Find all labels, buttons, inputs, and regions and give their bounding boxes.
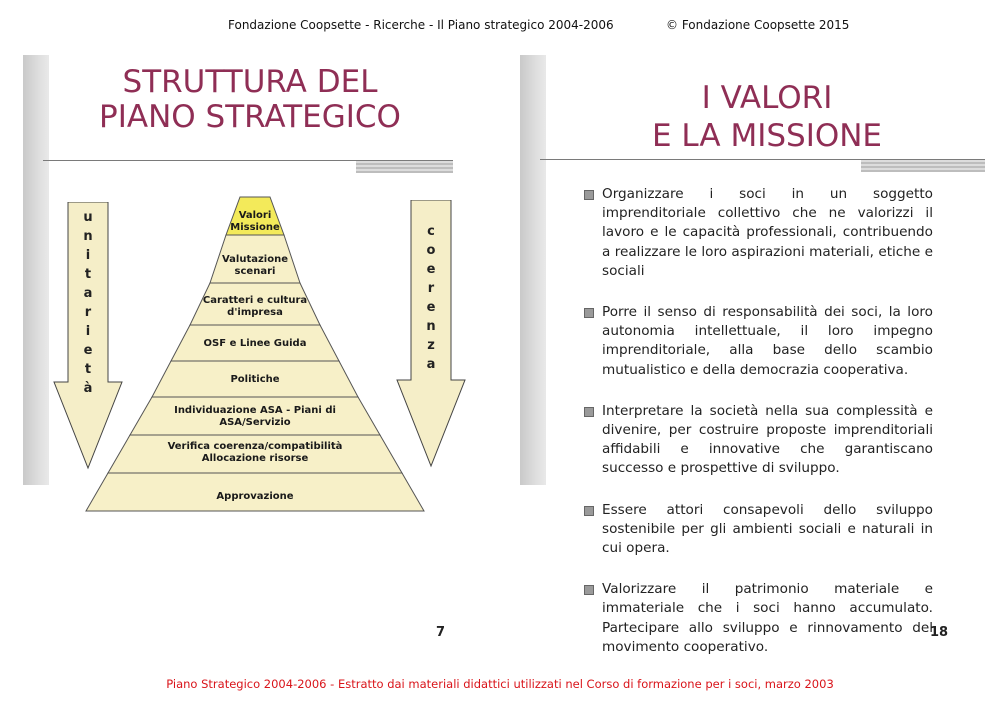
slide-side-bar <box>520 55 546 485</box>
pyramid-label-caratteri: Caratteri e cultura d'impresa <box>202 295 308 318</box>
list-item: Organizzare i soci in un soggetto imprenditoriale collettivo che ne valorizzi il lavoro e le capacità professionali, contribuendo a realizzare le loro aspirazioni materiali, etiche e sociali <box>583 185 933 281</box>
slide-title-line1: STRUTTURA DEL <box>122 64 378 100</box>
list-item: Porre il senso di responsabilità dei soci, la loro autonomia intellettuale, il loro impegno imprenditoriale, alla base dello scambio mutualistico e della democrazia cooperativa. <box>583 303 933 380</box>
square-bullet-icon <box>584 190 594 200</box>
list-item: Essere attori consapevoli dello sviluppo sostenibile per gli ambienti sociali e naturali in cui opera. <box>583 501 933 559</box>
pyramid-label-verifica: Verifica coerenza/compatibilità Allocazione risorse <box>167 441 343 464</box>
values-bullet-list <box>583 185 933 679</box>
square-bullet-icon <box>584 308 594 318</box>
header-right-text: © Fondazione Coopsette 2015 <box>666 18 850 32</box>
slide-title-line1: I VALORI <box>701 80 833 116</box>
page-number: 7 <box>436 625 446 640</box>
arrow-left-letters: u n i t a r i e t à <box>83 210 93 396</box>
square-bullet-icon <box>584 585 594 595</box>
slide-title <box>617 79 917 155</box>
square-bullet-icon <box>584 506 594 516</box>
list-item: Valorizzare il patrimonio materiale e immateriale che i soci hanno accumulato. Partecipare allo sviluppo e rinnovamento del movimento cooperativo. <box>583 580 933 657</box>
pyramid-label-valutazione: Valutazione scenari <box>221 254 289 277</box>
list-item: Interpretare la società nella sua complessità e divenire, per costruire proposte imprenditoriali affidabili e innovative che garantiscano successo e prospettive di sviluppo. <box>583 402 933 479</box>
pyramid-label-individuazione: Individuazione ASA - Piani di ASA/Servizio <box>174 405 336 428</box>
square-bullet-icon <box>584 407 594 417</box>
page-number: 18 <box>930 625 949 640</box>
pyramid-label-approvazione: Approvazione <box>216 491 294 502</box>
pyramid-label-politiche: Politiche <box>230 374 280 385</box>
slide-title-line2: PIANO STRATEGICO <box>99 98 401 135</box>
slide-title-line2: E LA MISSIONE <box>651 118 883 154</box>
header-left-text: Fondazione Coopsette - Ricerche - Il Piano strategico 2004-2006 <box>228 18 614 32</box>
arrow-right-letters: c o e r e n z a <box>426 224 436 372</box>
pyramid-label-valori: Valori Missione <box>230 210 280 233</box>
slide-piano-strategico <box>23 55 488 645</box>
pyramid-label-osf: OSF e Linee Guida <box>203 338 307 349</box>
footer-caption: Piano Strategico 2004-2006 - Estratto dai materiali didattici utilizzati nel Corso di formazione per i soci, marzo 2003 <box>166 677 834 691</box>
slide-valori-missione <box>520 55 985 655</box>
title-rule-block <box>861 160 985 172</box>
